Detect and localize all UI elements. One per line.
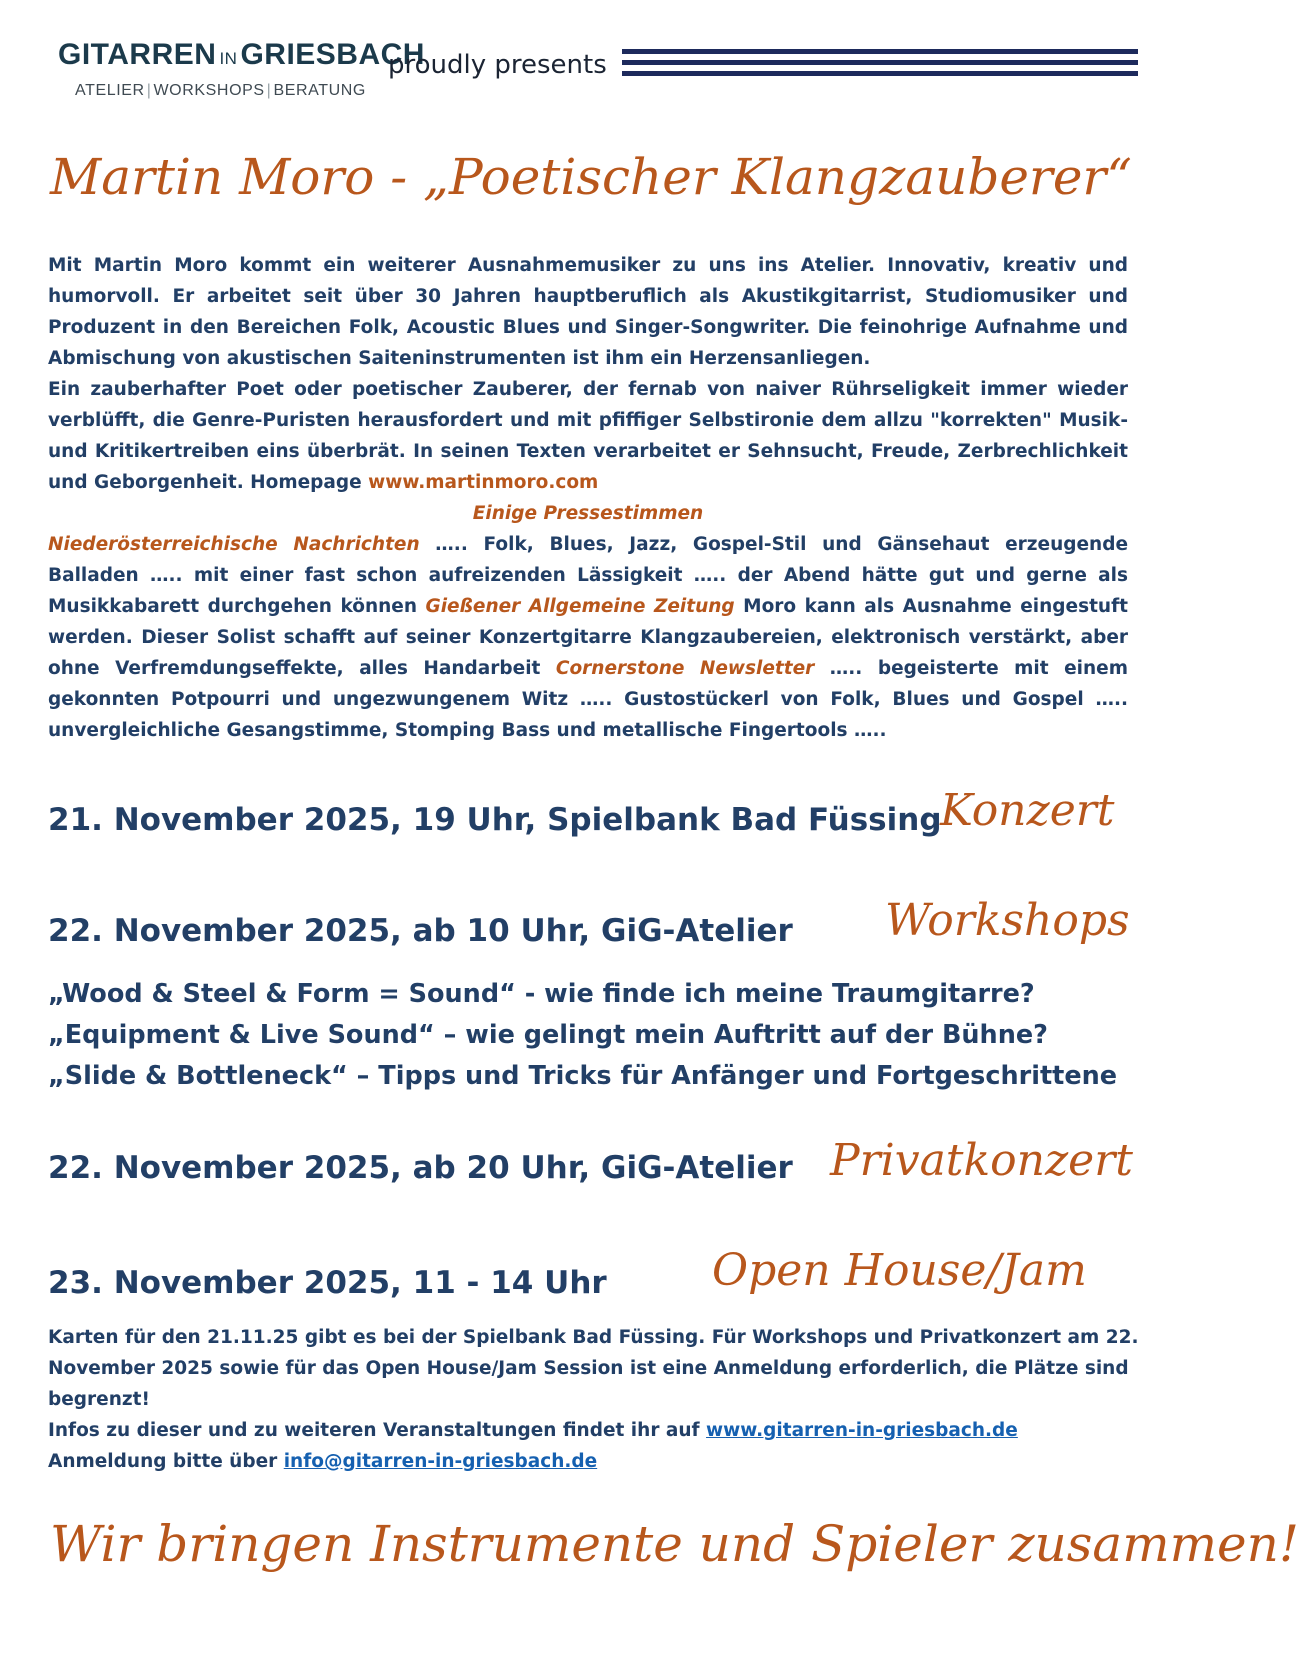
event-tag-open-house: Open House/Jam	[712, 1245, 1087, 1296]
registration-info	[48, 1446, 1148, 1477]
press-source-giessener: Gießener Allgemeine Zeitung	[425, 596, 735, 617]
slogan: Wir bringen Instrumente und Spieler zusammen!	[50, 1515, 1299, 1573]
info-block	[48, 1322, 1148, 1477]
workshop-item-2: „Equipment & Live Sound“ – wie gelingt mein Auftritt auf der Bühne?	[48, 1020, 1048, 1050]
event-tag-konzert: Konzert	[940, 785, 1115, 836]
website-link[interactable]: www.gitarren-in-griesbach.de	[706, 1420, 1018, 1441]
logo-title-griesbach: GRIESBACH	[240, 38, 425, 71]
logo-title-in: IN	[219, 49, 238, 68]
logo-subtitle: ATELIER | WORKSHOPS | BERATUNG	[75, 82, 366, 99]
press-quote-1: ….. Folk, Blues, Jazz, Gospel-Stil und Gänsehaut erzeugende Balladen ….. mit einer fast schon aufreizenden Lässigkeit ….. der Abend hätte gut und gerne als Musikkabarett durchgehen können	[48, 534, 1128, 617]
page-title: Martin Moro - „Poetischer Klangzauberer“	[50, 148, 1132, 206]
press-quote-2: Moro kann als Ausnahme eingestuft werden. Dieser Solist schafft auf seiner Konzertgitarre Klangzaubereien, elektronisch verstärkt, aber ohne Verfremdungseffekte, alles Handarbeit	[48, 596, 1128, 679]
homepage-link[interactable]: www.martinmoro.com	[368, 472, 599, 493]
logo-title-gitarren: GITARREN	[58, 38, 217, 71]
header-stripes	[622, 49, 1138, 82]
logo-title	[58, 38, 425, 72]
press-quote-3: ….. begeisterte mit einem gekonnten Potpourri und ungezwungenem Witz ….. Gustostückerl von Folk, Blues und Gospel ….. unvergleichliche Gesangstimme, Stomping Bass und metallische Fingertools …..	[48, 658, 1128, 741]
logo-sub-atelier: ATELIER	[75, 82, 145, 99]
intro-paragraph-2-text: Ein zauberhafter Poet oder poetischer Zauberer, der fernab von naiver Rührseligkeit immer wieder verblüfft, die Genre-Puristen herausfordert und mit pfiffiger Selbstironie dem allzu "korrekten" Musik- und Kritikertreiben eins überbrät. In seinen Texten verarbeitet er Sehnsucht, Freude, Zerbrechlichkeit und Geborgenheit. Homepage	[48, 379, 1128, 493]
email-link[interactable]: info@gitarren-in-griesbach.de	[283, 1451, 598, 1472]
website-info-text: Infos zu dieser und zu weiteren Veranstaltungen findet ihr auf	[48, 1420, 707, 1441]
event-date-privatkonzert: 22. November 2025, ab 20 Uhr, GiG-Atelier	[48, 1150, 793, 1186]
logo-sub-beratung: BERATUNG	[273, 82, 366, 99]
event-tag-workshops: Workshops	[885, 895, 1130, 946]
registration-info-text: Anmeldung bitte über	[48, 1451, 284, 1472]
proudly-presents: proudly presents	[388, 50, 607, 80]
press-quotes	[48, 529, 1128, 746]
press-source-noen: Niederösterreichische Nachrichten	[48, 534, 420, 555]
intro-text	[48, 250, 1128, 746]
intro-paragraph-1: Mit Martin Moro kommt ein weiterer Ausnahmemusiker zu uns ins Atelier. Innovativ, kreativ und humorvoll. Er arbeitet seit über 30 Jahren hauptberuflich als Akustikgitarrist, Studiomusiker und Produzent in den Bereichen Folk, Acoustic Blues und Singer-Songwriter. Die feinohrige Aufnahme und Abmischung von akustischen Saiteninstrumenten ist ihm ein Herzensanliegen.	[48, 255, 1128, 369]
press-heading: Einige Pressestimmen	[472, 503, 704, 524]
event-date-open-house: 23. November 2025, 11 - 14 Uhr	[48, 1265, 607, 1301]
website-info	[48, 1415, 1148, 1446]
logo-sub-workshops: WORKSHOPS	[153, 82, 265, 99]
event-tag-privatkonzert: Privatkonzert	[830, 1135, 1133, 1186]
workshop-item-1: „Wood & Steel & Form = Sound“ - wie finde ich meine Traumgitarre?	[48, 979, 1035, 1009]
event-date-workshops: 22. November 2025, ab 10 Uhr, GiG-Atelier	[48, 913, 793, 949]
workshop-item-3: „Slide & Bottleneck“ – Tipps und Tricks für Anfänger und Fortgeschrittene	[48, 1061, 1118, 1091]
ticket-info: Karten für den 21.11.25 gibt es bei der Spielbank Bad Füssing. Für Workshops und Privatkonzert am 22. November 2025 sowie für das Open House/Jam Session ist eine Anmeldung erforderlich, die Plätze sind begrenzt!	[48, 1327, 1139, 1410]
intro-paragraph-2	[48, 374, 1128, 498]
press-source-cornerstone: Cornerstone Newsletter	[555, 658, 815, 679]
event-date-konzert: 21. November 2025, 19 Uhr, Spielbank Bad Füssing	[48, 802, 942, 838]
